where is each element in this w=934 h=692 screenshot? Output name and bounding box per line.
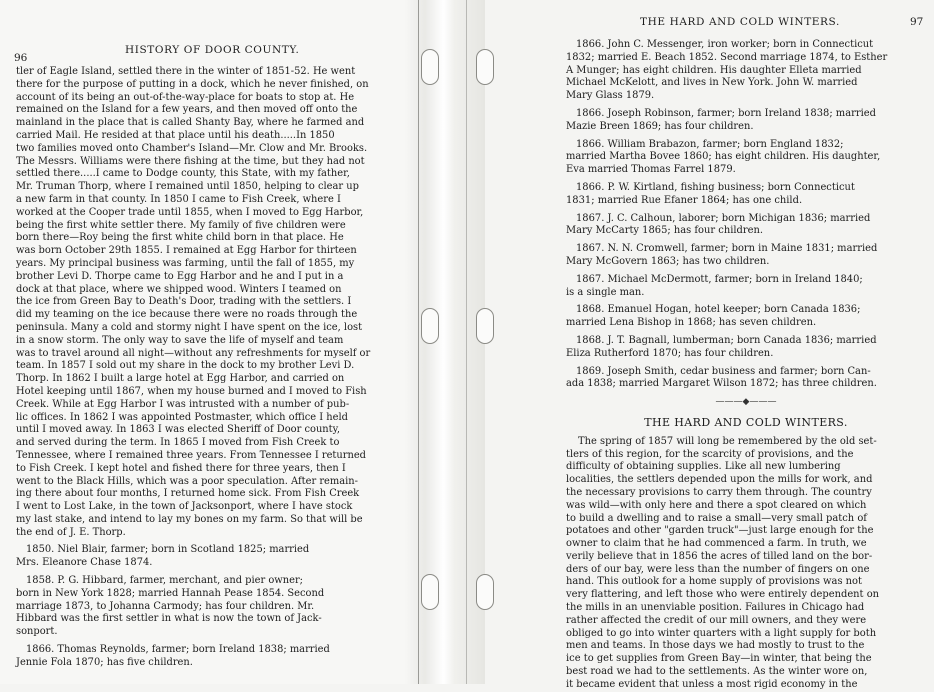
left-page (0, 0, 430, 684)
text-line: did my teaming on the ice because there were no roads through the (16, 309, 358, 321)
text-line: two families moved onto Chamber's Island—Mr. Clow and Mr. Brooks. (16, 142, 368, 154)
text-line: ing there about four months, I returned home sick. From Fish Creek (16, 488, 360, 500)
text-line: was wild—with only here and there a spot cleared on which (566, 499, 867, 511)
text-line: obliged to go into winter quarters with a light supply for both (566, 627, 877, 639)
text-line: men and teams. In those days we had mostly to trust to the (566, 640, 865, 652)
biography-entry (566, 139, 926, 177)
text-line: a new farm in that county. In 1850 I came to Fish Creek, where I (16, 193, 341, 205)
text-line: 1868. Emanuel Hogan, hotel keeper; born Canada 1836; (576, 304, 861, 316)
text-line: until I moved away. In 1863 I was elected Sheriff of Door county, (16, 424, 341, 436)
text-line: it became evident that unless a most rigid economy in the (566, 678, 858, 690)
right-page-number: 97 (910, 16, 924, 28)
text-line: carried Mail. He resided at that place until his death.....In 1850 (16, 129, 335, 141)
text-line: remained on the Island for a few years, and then moved off onto the (16, 104, 358, 116)
text-line: 1867. N. N. Cromwell, farmer; born in Maine 1831; married (576, 243, 878, 255)
text-line: 1867. J. C. Calhoun, laborer; born Michigan 1836; married (576, 212, 871, 224)
text-line: owner to claim that he had commenced a farm. In truth, we (566, 538, 867, 550)
section-paragraph (566, 436, 926, 692)
text-line: born in New York 1828; married Hannah Pease 1854. Second (16, 587, 325, 599)
text-line: difficulty of obtaining supplies. Like all new lumbering (566, 461, 841, 473)
text-line: Eva married Thomas Farrel 1879. (566, 164, 736, 176)
biography-entry (566, 335, 926, 361)
text-line: Creek. While at Egg Harbor I was intrusted with a number of pub- (16, 398, 350, 410)
text-line: was born October 29th 1855. I remained at Egg Harbor for thirteen (16, 245, 357, 257)
text-line: Mary McGovern 1863; has two children. (566, 255, 770, 267)
text-line: A Munger; has eight children. His daughter Elleta married (566, 64, 862, 76)
text-line: tler of Eagle Island, settled there in the winter of 1851-52. He went (16, 66, 356, 77)
text-line: 1866. William Brabazon, farmer; born England 1832; (576, 138, 844, 150)
page-edge-line (418, 0, 419, 684)
text-line: Mazie Breen 1869; has four children. (566, 120, 754, 132)
text-line: 1831; married Rue Efaner 1864; has one child. (566, 194, 803, 206)
binder-hole (421, 574, 439, 610)
text-line: The Messrs. Williams were there fishing at the time, but they had not (16, 155, 365, 167)
text-line: Mrs. Eleanore Chase 1874. (16, 557, 153, 569)
section-title: THE HARD AND COLD WINTERS. (644, 415, 848, 429)
biography-entry (566, 304, 926, 330)
text-line: was to travel around all night—without any refreshments for myself or (16, 347, 371, 359)
text-line: born there—Roy being the first white child born in that place. He (16, 232, 344, 244)
text-line: in a snow storm. The only way to save the life of myself and team (16, 334, 344, 346)
text-line: Jennie Fola 1870; has five children. (16, 656, 193, 668)
text-line: married Lena Bishop in 1868; has seven children. (566, 317, 817, 329)
text-line: sonport. (16, 626, 58, 638)
text-line: the end of J. E. Thorp. (16, 526, 126, 538)
biography-entry (566, 243, 926, 269)
text-line: tlers of this region, for the scarcity of provisions, and the (566, 448, 854, 460)
text-line: team. In 1857 I sold out my share in the dock to my brother Levi D. (16, 360, 355, 372)
text-line: hand. This outlook for a home supply of provisions was not (566, 576, 863, 588)
text-line: Mary McCarty 1865; has four children. (566, 225, 764, 237)
text-line: went to the Black Hills, which was a poor speculation. After remain- (16, 475, 358, 487)
text-line: ada 1838; married Margaret Wilson 1872; has three children. (566, 378, 877, 390)
text-line: dock at that place, where we shipped wood. Winters I teamed on (16, 283, 342, 295)
text-line: to build a dwelling and to raise a small—very small patch of (566, 512, 867, 524)
right-entries-list (566, 39, 926, 391)
text-line: Thorp. In 1862 I built a large hotel at Egg Harbor, and carried on (16, 373, 345, 385)
text-line: I went to Lost Lake, in the town of Jacksonport, where I have stock (16, 501, 353, 513)
text-line: 1867. Michael McDermott, farmer; born in Ireland 1840; (576, 273, 863, 285)
biography-entry (16, 644, 421, 670)
text-line: my last stake, and intend to lay my bones on my farm. So that will be (16, 513, 363, 525)
text-line: The spring of 1857 will long be remembered by the old set- (578, 435, 877, 447)
left-page-body (16, 66, 421, 670)
text-line: Hotel keeping until 1867, when my house burned and I moved to Fish (16, 385, 367, 397)
text-line: best road we had to the settlements. As the winter wore on, (566, 666, 868, 678)
text-line: the necessary provisions to carry them through. The country (566, 486, 872, 498)
text-line: localities, the settlers depended upon the mills for work, and (566, 474, 873, 486)
text-line: potatoes and other "garden truck"—just large enough for the (566, 525, 874, 537)
biography-entry (566, 108, 926, 134)
right-page-header: THE HARD AND COLD WINTERS. (640, 16, 840, 28)
text-line: 1869. Joseph Smith, cedar business and farmer; born Can- (576, 365, 871, 377)
text-line: to Fish Creek. I kept hotel and fished there for three years, then I (16, 462, 346, 474)
right-page (470, 0, 934, 690)
text-line: the mills in an unenviable position. Failures in Chicago had (566, 602, 865, 614)
text-line: lic offices. In 1862 I was appointed Postmaster, which office I held (16, 411, 348, 423)
biography-entry (566, 366, 926, 392)
text-line: Mary Glass 1879. (566, 90, 655, 102)
binder-hole (421, 308, 439, 344)
biography-entry (566, 39, 926, 103)
text-line: peninsula. Many a cold and stormy night I have spent on the ice, lost (16, 321, 363, 333)
text-line: marriage 1873, to Johanna Carmody; has four children. Mr. (16, 600, 315, 612)
text-line: Tennessee, where I remained three years. From Tennessee I returned (16, 449, 367, 461)
text-line: account of its being an out-of-the-way-place for boats to stop at. He (16, 91, 355, 103)
text-line: 1858. P. G. Hibbard, farmer, merchant, and pier owner; (26, 575, 303, 587)
text-line: married Martha Bovee 1860; has eight children. His daughter, (566, 151, 881, 163)
right-page-body (566, 34, 926, 692)
text-line: there for the purpose of putting in a dock, which he never finished, on (16, 78, 369, 90)
text-line: verily believe that in 1856 the acres of tilled land on the bor- (566, 550, 873, 562)
text-line: settled there.....I came to Dodge county, this State, with my father, (16, 168, 350, 180)
text-line: Michael McKelott, and lives in New York. John W. married (566, 77, 858, 89)
left-entries-list (16, 544, 421, 669)
text-line: worked at the Cooper trade until 1855, when I moved to Egg Harbor, (16, 206, 364, 218)
binder-hole (421, 49, 439, 85)
text-line: 1866. Thomas Reynolds, farmer; born Ireland 1838; married (26, 644, 330, 656)
left-page-header: HISTORY OF DOOR COUNTY. (125, 44, 300, 56)
biography-entry (566, 213, 926, 239)
text-line: 1866. Joseph Robinson, farmer; born Ireland 1838; married (576, 107, 876, 119)
left-page-number: 96 (14, 52, 28, 64)
text-line: years. My principal business was farming, until the fall of 1855, my (16, 257, 355, 269)
text-line: 1866. P. W. Kirtland, fishing business; born Connecticut (576, 181, 855, 193)
text-line: is a single man. (566, 286, 645, 298)
text-line: Hibbard was the first settler in what is now the town of Jack- (16, 613, 322, 625)
text-line: ders of our bay, were less than the number of fingers on one (566, 563, 870, 575)
text-line: Eliza Rutherford 1870; has four children. (566, 347, 774, 359)
page-edge-line (466, 0, 467, 684)
text-line: 1832; married E. Beach 1852. Second marriage 1874, to Esther (566, 51, 888, 63)
biography-entry (16, 575, 421, 639)
biography-entry (566, 274, 926, 300)
text-line: 1850. Niel Blair, farmer; born in Scotland 1825; married (26, 544, 310, 556)
text-line: and served during the term. In 1865 I moved from Fish Creek to (16, 437, 340, 449)
section-divider: ———◆——— (715, 397, 777, 408)
text-line: very flattering, and left those who were entirely dependent on (566, 589, 880, 601)
text-line: rather affected the credit of our mill owners, and they were (566, 614, 867, 626)
text-line: ice to get supplies from Green Bay—in winter, that being the (566, 653, 872, 665)
text-line: being the first white settler there. My family of five children were (16, 219, 346, 231)
narrative-paragraph (16, 66, 421, 539)
text-line: brother Levi D. Thorpe came to Egg Harbor and he and I put in a (16, 270, 344, 282)
text-line: 1868. J. T. Bagnall, lumberman; born Canada 1836; married (576, 334, 877, 346)
biography-entry (566, 182, 926, 208)
text-line: Mr. Truman Thorp, where I remained until 1850, helping to clear up (16, 181, 359, 193)
text-line: mainland in the place that is called Shanty Bay, where he farmed and (16, 117, 365, 129)
text-line: the ice from Green Bay to Death's Door, trading with the settlers. I (16, 296, 352, 308)
text-line: 1866. John C. Messenger, iron worker; born in Connecticut (576, 39, 874, 50)
biography-entry (16, 544, 421, 570)
